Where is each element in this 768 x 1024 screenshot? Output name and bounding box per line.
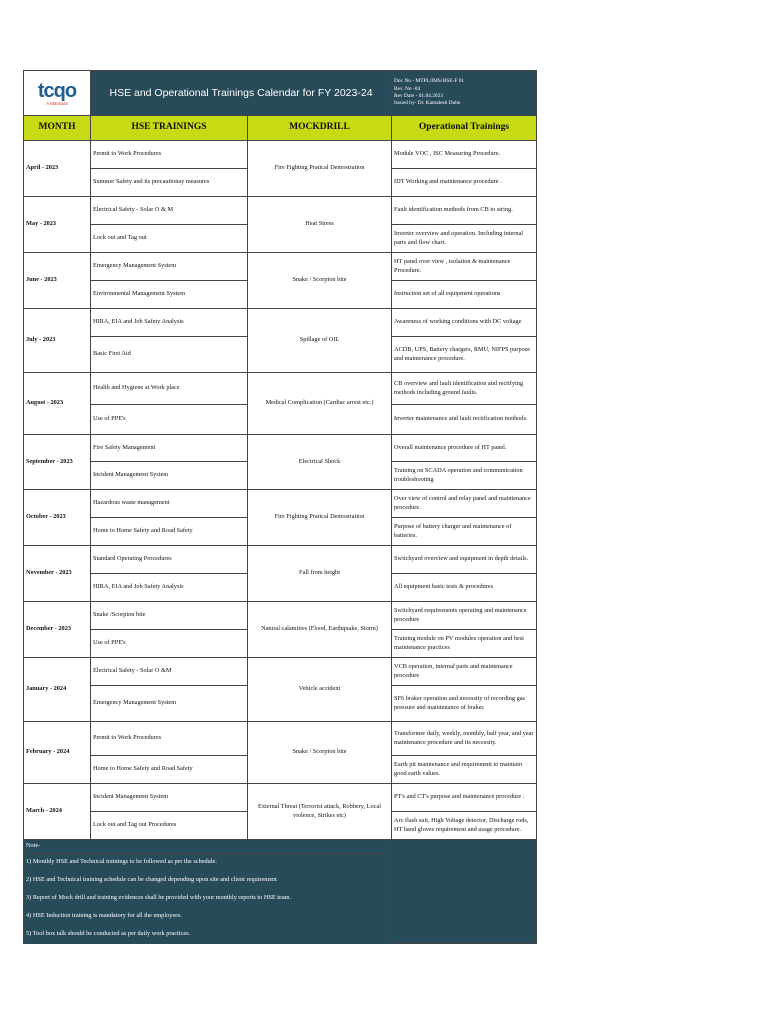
operational-training-cell: PT's and CT's purpose and maintenance procedure . xyxy=(392,784,537,812)
table-row xyxy=(24,602,537,630)
operational-training-cell: Module VOC , ISC Measuring Procedure. xyxy=(392,141,537,169)
hse-training-cell: Incident Management System xyxy=(91,784,248,812)
table-row xyxy=(24,722,537,756)
mockdrill-cell: Vehicle accident xyxy=(248,658,392,722)
table-row xyxy=(24,197,537,225)
operational-training-cell: Overall maintenance procedure of HT panel. xyxy=(392,435,537,462)
month-cell: October - 2023 xyxy=(24,490,91,546)
operational-training-cell: Inverter overview and operation. Including internal parts and flow chart. xyxy=(392,225,537,253)
hse-training-cell: Lock out and Tag out xyxy=(91,225,248,253)
operational-training-cell: Arc flash suit, High Voltage detector, Discharge rods, HT hand gloves requirement and usage procedure. xyxy=(392,812,537,840)
doc-number: Doc No - MTPL/IMS/HSE-F 01 xyxy=(394,78,465,85)
table-row xyxy=(24,309,537,337)
table-row xyxy=(24,253,537,281)
month-cell: March - 2024 xyxy=(24,784,91,840)
note-item: 3) Report of Mock drill and training evidences shall be provided with your monthly reports to HSE team. xyxy=(24,890,392,908)
notes-side-panel xyxy=(392,840,537,944)
table-row xyxy=(24,784,537,812)
mockdrill-cell: Heat Stress xyxy=(248,197,392,253)
revision-number: Rev. No -04 xyxy=(394,85,421,92)
month-cell: August - 2023 xyxy=(24,373,91,435)
note-item: 1) Monthly HSE and Technical trainings to be followed as per the schedule. xyxy=(24,854,392,872)
hse-training-cell: Lock out and Tag out Procedures xyxy=(91,812,248,840)
hse-training-cell: Electrical Safety - Solar O &M xyxy=(91,658,248,686)
month-cell: January - 2024 xyxy=(24,658,91,722)
hse-training-cell: Home to Home Safety and Road Safety xyxy=(91,518,248,546)
month-cell: September - 2023 xyxy=(24,435,91,490)
company-logo xyxy=(26,81,88,106)
hse-training-cell: Emergency Management System xyxy=(91,253,248,281)
hse-training-cell: Environmental Management System xyxy=(91,281,248,309)
operational-training-cell: Training on SCADA operation and communication troubleshooting xyxy=(392,462,537,490)
operational-training-cell: HT panel over view , isolation & maintenance Procedure. xyxy=(392,253,537,281)
hse-training-cell: Electrical Safety - Solar O & M xyxy=(91,197,248,225)
hse-training-cell: Summer Safety and its precautionay measures xyxy=(91,169,248,197)
table-row xyxy=(24,435,537,462)
mockdrill-cell: Fall from height xyxy=(248,546,392,602)
table-row xyxy=(24,141,537,169)
operational-training-cell: Switchyard overview and equipment in depth details. xyxy=(392,546,537,574)
hse-training-cell: Incident Management System xyxy=(91,462,248,490)
operational-training-cell: Purpose of battery charger and maintenance of batteries. xyxy=(392,518,537,546)
column-header-month: MONTH xyxy=(24,116,91,141)
month-cell: December - 2023 xyxy=(24,602,91,658)
issued-by: Issued by- Dr. Kamalesh Dube xyxy=(394,100,461,107)
logo-cell xyxy=(24,71,91,116)
operational-training-cell: Fault identification methods from CB to string. xyxy=(392,197,537,225)
operational-training-cell: Inverter maintenance and fault rectification methods. xyxy=(392,405,537,435)
header-row xyxy=(24,71,537,116)
month-cell: February - 2024 xyxy=(24,722,91,784)
table-row xyxy=(24,373,537,405)
hse-training-cell: Health and Hygiene at Work place xyxy=(91,373,248,405)
hse-training-cell: Permit to Work Procedures xyxy=(91,141,248,169)
operational-training-cell: Training module on PV modules operation and best maintenance practices xyxy=(392,630,537,658)
column-header-mockdrill: MOCKDRILL xyxy=(248,116,392,141)
operational-training-cell: Earth pit maintenance and requirement to maintain good earth values. xyxy=(392,756,537,784)
note-label: Note- xyxy=(24,840,392,854)
note-item: 4) HSE Induction training is mandatory for all the employees. xyxy=(24,908,392,926)
hse-training-cell: HIRA, EIA and Job Safety Analysis xyxy=(91,309,248,337)
hse-training-cell: Standard Operating Procedures xyxy=(91,546,248,574)
column-header-hse: HSE TRAININGS xyxy=(91,116,248,141)
operational-training-cell: Switchyard requirements operating and maintenance procedure xyxy=(392,602,537,630)
column-header-operational: Operational Trainings xyxy=(392,116,537,141)
revision-date: Rev Date - 01.04.2023 xyxy=(394,93,443,99)
hse-training-cell: Snake /Scorpion bite xyxy=(91,602,248,630)
operational-training-cell: CB overview and fault identification and rectifying methods including ground faults. xyxy=(392,373,537,405)
mockdrill-cell: Natural calamities (Flood, Earthquake, Storm) xyxy=(248,602,392,658)
note-item: 5) Tool box talk should be conducted as per daily work practices. xyxy=(24,926,392,944)
month-cell: May - 2023 xyxy=(24,197,91,253)
mockdrill-cell: External Threat (Terrorist attack, Robbery, Local violence, Strikes etc) xyxy=(248,784,392,840)
table-row xyxy=(24,546,537,574)
training-calendar-sheet xyxy=(23,70,536,944)
mockdrill-cell: Snake / Scorpion bite xyxy=(248,722,392,784)
operational-training-cell: SF6 braker operation and necessity of recording gas pressure and maintenance of braker. xyxy=(392,686,537,722)
hse-training-cell: Use of PPE's xyxy=(91,405,248,435)
operational-training-cell: Transformer daily, weekly, monthly, half year, and year maintenance procedure and its necessity. xyxy=(392,722,537,756)
mockdrill-cell: Snake / Scorpion bite xyxy=(248,253,392,309)
operational-training-cell: ACDB, UPS, Battery chargers, RMU, NIFPS purpose and maintenance procedure. xyxy=(392,337,537,373)
operational-training-cell: Instruction set of all equipment operations xyxy=(392,281,537,309)
month-cell: June - 2023 xyxy=(24,253,91,309)
hse-training-cell: Emergency Management System xyxy=(91,686,248,722)
mockdrill-cell: Fire Fighting Pratical Demostration xyxy=(248,490,392,546)
operational-training-cell: VCB operation, internal parts and maintenance procedure xyxy=(392,658,537,686)
column-header-row xyxy=(24,116,537,141)
hse-training-cell: Permit to Work Procedures xyxy=(91,722,248,756)
mockdrill-cell: Spillage of OIL xyxy=(248,309,392,373)
operational-training-cell: IDT Working and maintenance procedure . xyxy=(392,169,537,197)
mockdrill-cell: Medical Complication (Cardiac arrest etc.) xyxy=(248,373,392,435)
note-item: 2) HSE and Technical training schedule can be changed depending upon site and client requirement xyxy=(24,872,392,890)
calendar-table xyxy=(23,70,537,944)
logo-subtitle: A Mannara xyxy=(46,100,68,106)
table-row xyxy=(24,490,537,518)
note-label-row xyxy=(24,840,537,854)
document-meta xyxy=(392,71,537,116)
hse-training-cell: Use of PPE's xyxy=(91,630,248,658)
logo-wordmark: tcqo xyxy=(37,79,77,102)
mockdrill-cell: Electrical Shock xyxy=(248,435,392,490)
hse-training-cell: HIRA, EIA and Job Safety Analysis xyxy=(91,574,248,602)
month-cell: April - 2023 xyxy=(24,141,91,197)
hse-training-cell: Fire Safety Management xyxy=(91,435,248,462)
operational-training-cell: Awareness of working conditions with DC voltage xyxy=(392,309,537,337)
operational-training-cell: All equipment basic tests & procedures xyxy=(392,574,537,602)
page-title: HSE and Operational Trainings Calendar for FY 2023-24 xyxy=(91,71,392,116)
month-cell: July - 2023 xyxy=(24,309,91,373)
table-row xyxy=(24,658,537,686)
month-cell: November - 2023 xyxy=(24,546,91,602)
hse-training-cell: Basic First Aid xyxy=(91,337,248,373)
mockdrill-cell: Fire Fighting Pratical Demostration xyxy=(248,141,392,197)
operational-training-cell: Over view of control and relay panel and maintenance procedure. xyxy=(392,490,537,518)
hse-training-cell: Home to Home Safety and Road Safety xyxy=(91,756,248,784)
hse-training-cell: Hazardous waste management xyxy=(91,490,248,518)
